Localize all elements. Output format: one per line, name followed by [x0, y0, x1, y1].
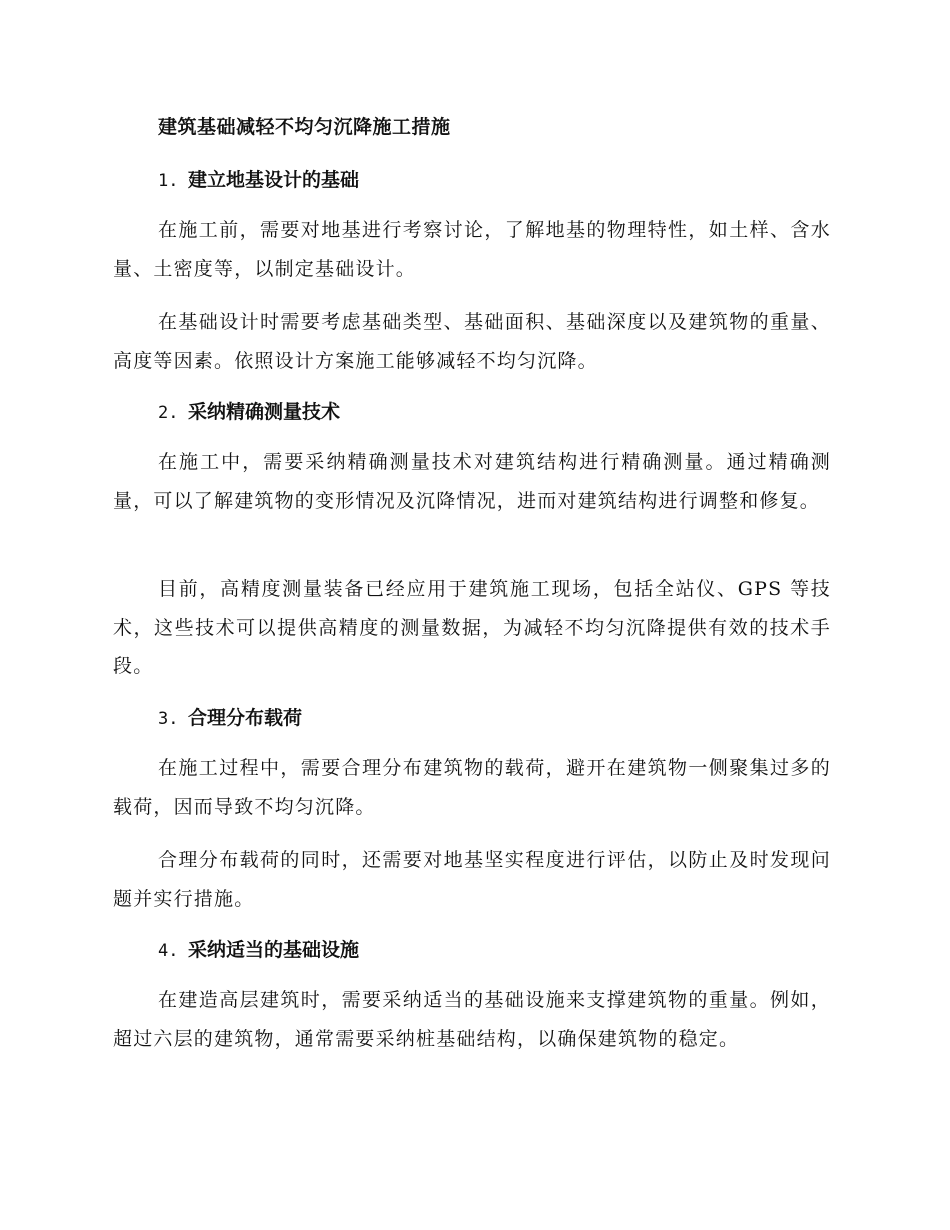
section-heading-2: [158, 399, 340, 426]
section-heading-1: [158, 167, 359, 194]
paragraph: 合理分布载荷的同时，还需要对地基坚实程度进行评估，以防止及时发现问题并实行措施。: [113, 849, 831, 910]
section-heading-4: [158, 937, 359, 964]
paragraph: 在施工前，需要对地基进行考察讨论，了解地基的物理特性，如土样、含水量、土密度等，以制定基础设计。: [113, 219, 831, 280]
section-heading-3: [158, 705, 302, 732]
paragraph: 在施工过程中，需要合理分布建筑物的载荷，避开在建筑物一侧聚集过多的载荷，因而导致不均匀沉降。: [113, 757, 831, 818]
paragraph: 在施工中，需要采纳精确测量技术对建筑结构进行精确测量。通过精确测量，可以了解建筑物的变形情况及沉降情况，进而对建筑结构进行调整和修复。: [113, 451, 831, 512]
document-title: 建筑基础减轻不均匀沉降施工措施: [158, 116, 451, 138]
section-number: 2.: [158, 403, 179, 423]
section-title: 建立地基设计的基础: [188, 169, 360, 191]
section-number: 4.: [158, 941, 179, 961]
paragraph: 目前，高精度测量装备已经应用于建筑施工现场，包括全站仪、GPS 等技术，这些技术可以提供高精度的测量数据，为减轻不均匀沉降提供有效的技术手段。: [113, 578, 831, 677]
section-number: 3.: [158, 709, 179, 729]
paragraph: 在基础设计时需要考虑基础类型、基础面积、基础深度以及建筑物的重量、高度等因素。依照设计方案施工能够减轻不均匀沉降。: [113, 311, 831, 372]
section-title: 合理分布载荷: [188, 707, 303, 729]
paragraph: 在建造高层建筑时，需要采纳适当的基础设施来支撑建筑物的重量。例如，超过六层的建筑物，通常需要采纳桩基础结构，以确保建筑物的稳定。: [113, 989, 831, 1050]
section-title: 采纳适当的基础设施: [188, 939, 360, 961]
section-number: 1.: [158, 171, 179, 191]
section-title: 采纳精确测量技术: [188, 401, 341, 423]
